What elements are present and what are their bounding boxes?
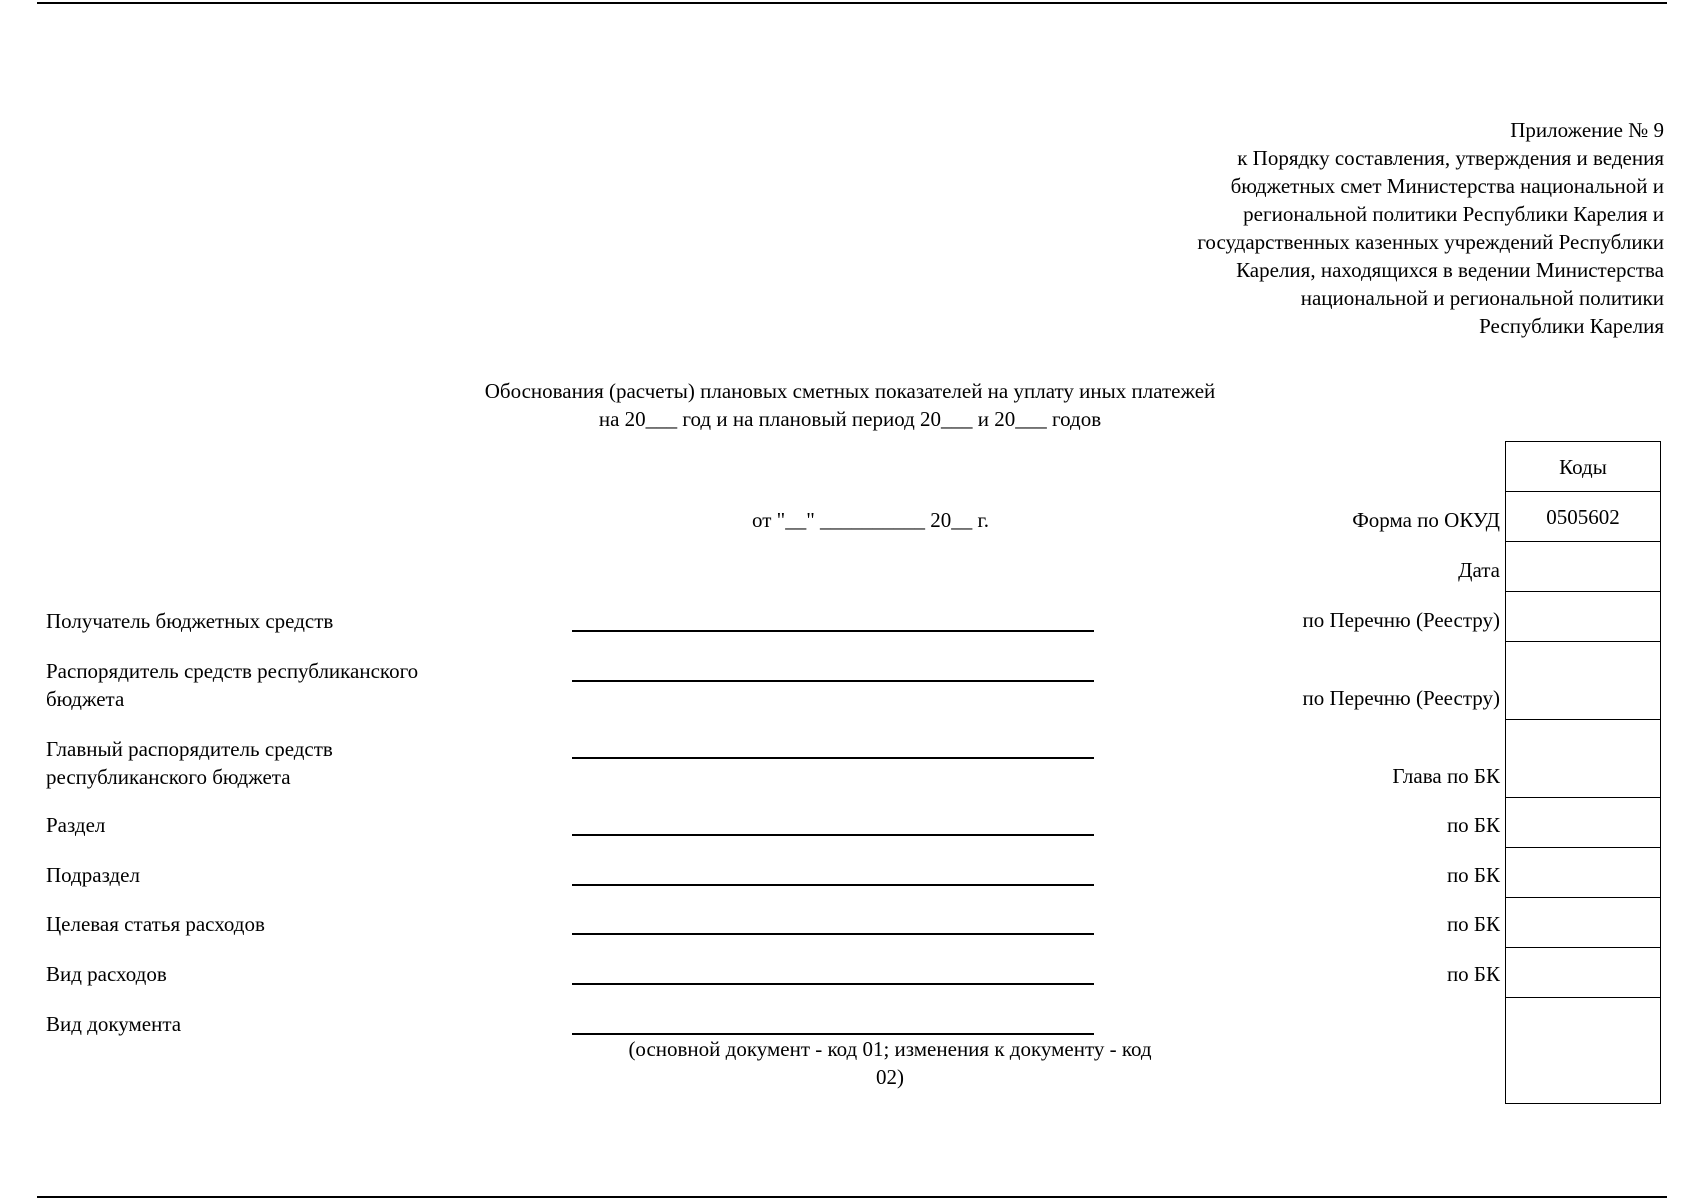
appendix-line: Карелия, находящихся в ведении Министерства <box>1236 258 1664 282</box>
recipient-code-cell[interactable] <box>1506 592 1660 642</box>
appendix-line: к Порядку составления, утверждения и ведения <box>1237 146 1664 170</box>
section-code-cell[interactable] <box>1506 798 1660 848</box>
appendix-line: региональной политики Республики Карелия и <box>1243 202 1664 226</box>
document-date: от "__" __________ 20__ г. <box>752 508 990 532</box>
doc-note-line-2: 02) <box>876 1065 904 1089</box>
field-label-recipient: Получатель бюджетных средств <box>46 609 334 633</box>
title-line-2: на 20___ год и на плановый период 20___ и 20___ годов <box>598 407 1102 431</box>
section-input-line[interactable] <box>572 834 1094 836</box>
document-type-code-cell[interactable] <box>1506 998 1660 1103</box>
document-title <box>400 377 1300 433</box>
target-article-input-line[interactable] <box>572 933 1094 935</box>
code-label-chief-manager: Глава по БК <box>1392 764 1500 788</box>
field-label-document-type: Вид документа <box>46 1012 182 1036</box>
manager-code-cell[interactable] <box>1506 642 1660 720</box>
doc-note-line-1: (основной документ - код 01; изменения к документу - код <box>628 1037 1152 1061</box>
field-label-chief-manager: Главный распорядитель средств <box>46 737 333 761</box>
appendix-line: государственных казенных учреждений Республики <box>1197 230 1664 254</box>
field-label-subsection: Подраздел <box>46 863 140 887</box>
date-code-cell[interactable] <box>1506 542 1660 592</box>
code-label-manager: по Перечню (Реестру) <box>1302 686 1500 710</box>
subsection-input-line[interactable] <box>572 884 1094 886</box>
codes-header: Коды <box>1506 442 1660 492</box>
field-label-expense-type: Вид расходов <box>46 962 167 986</box>
expense-type-input-line[interactable] <box>572 983 1094 985</box>
appendix-header <box>1104 116 1664 340</box>
date-label: Дата <box>1458 558 1500 582</box>
top-border-rule <box>37 2 1667 4</box>
field-label-target-article: Целевая статья расходов <box>46 912 265 936</box>
code-label-recipient: по Перечню (Реестру) <box>1302 608 1500 632</box>
bottom-border-rule <box>37 1196 1667 1198</box>
okud-label: Форма по ОКУД <box>1352 508 1500 532</box>
chief-manager-code-cell[interactable] <box>1506 720 1660 798</box>
okud-code-cell: 0505602 <box>1506 492 1660 542</box>
code-label-subsection: по БК <box>1446 863 1500 887</box>
code-label-target-article: по БК <box>1446 912 1500 936</box>
expense-type-code-cell[interactable] <box>1506 948 1660 998</box>
chief-manager-input-line[interactable] <box>572 757 1094 759</box>
recipient-input-line[interactable] <box>572 630 1094 632</box>
field-label-manager-cont: бюджета <box>46 687 125 711</box>
field-label-section: Раздел <box>46 813 106 837</box>
appendix-line: бюджетных смет Министерства национальной и <box>1230 174 1664 198</box>
field-label-chief-manager-cont: республиканского бюджета <box>46 765 291 789</box>
appendix-line: Республики Карелия <box>1479 314 1664 338</box>
code-label-section: по БК <box>1446 813 1500 837</box>
subsection-code-cell[interactable] <box>1506 848 1660 898</box>
appendix-line: национальной и региональной политики <box>1300 286 1664 310</box>
document-type-note <box>580 1035 1200 1091</box>
manager-input-line[interactable] <box>572 680 1094 682</box>
field-label-manager: Распорядитель средств республиканского <box>46 659 419 683</box>
title-line-1: Обоснования (расчеты) плановых сметных показателей на уплату иных платежей <box>484 379 1216 403</box>
appendix-line: Приложение № 9 <box>1510 118 1664 142</box>
codes-table <box>1505 441 1661 1104</box>
code-label-expense-type: по БК <box>1446 962 1500 986</box>
target-article-code-cell[interactable] <box>1506 898 1660 948</box>
